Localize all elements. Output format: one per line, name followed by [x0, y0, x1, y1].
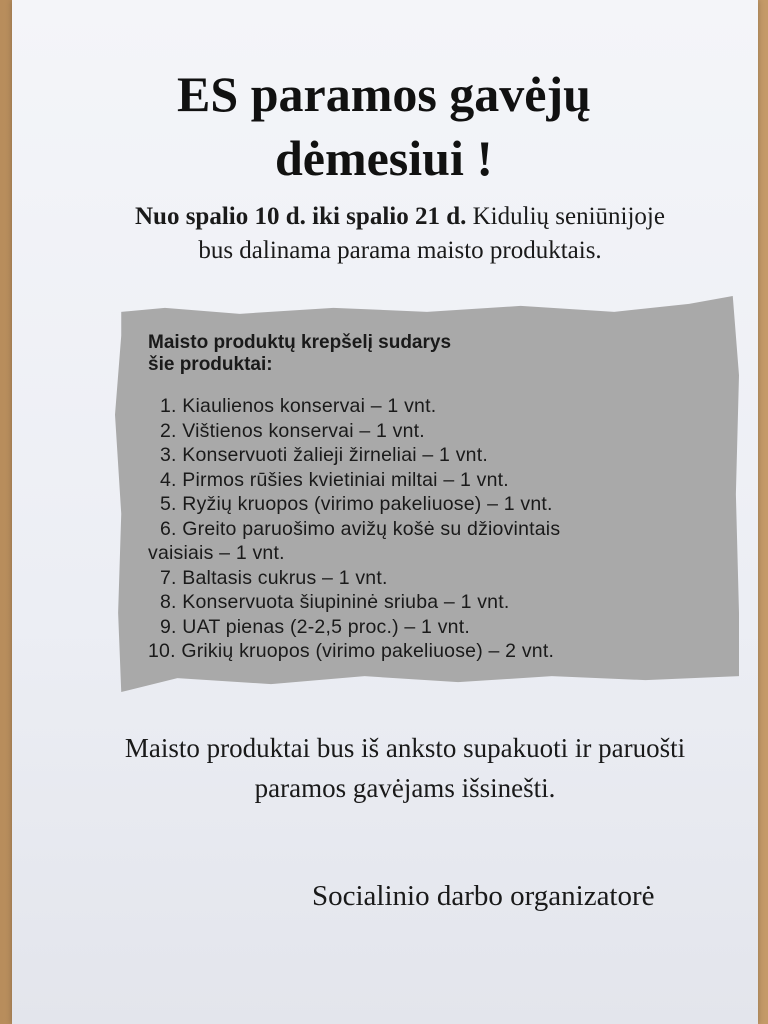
title-line-1: ES paramos gavėjų — [177, 65, 591, 122]
product-item: 7. Baltasis cukrus – 1 vnt. — [160, 566, 388, 589]
product-item: 8. Konservuota šiupininė sriuba – 1 vnt. — [160, 591, 510, 613]
intro-date-range: Nuo spalio 10 d. iki spalio 21 d. — [135, 203, 467, 230]
product-list-heading-line-1: Maisto produktų krepšelį sudarys — [148, 332, 452, 353]
notice-title — [0, 62, 768, 190]
product-item: 3. Konservuoti žalieji žirneliai – 1 vnt. — [160, 444, 488, 466]
signature-line: Socialinio darbo organizatorė — [312, 880, 655, 912]
product-list-content — [148, 332, 728, 664]
product-item: 5. Ryžių kruopos (virimo pakeliuose) – 1 vnt. — [160, 493, 553, 515]
product-list-heading — [148, 332, 728, 376]
intro-paragraph — [120, 200, 680, 268]
product-item: 9. UAT pienas (2-2,5 proc.) – 1 vnt. — [160, 615, 470, 638]
intro-text: Kidulių seniūnijoje bus dalinama parama maisto produktais. — [198, 203, 665, 264]
product-item: 6. Greito paruošimo avižų košė su džiovintais — [160, 517, 561, 540]
product-list-heading-line-2: šie produktai: — [148, 354, 273, 375]
closing-paragraph: Maisto produktai bus iš anksto supakuoti ir paruošti paramos gavėjams išsinešti. — [124, 733, 686, 803]
product-item-continuation: vaisiais – 1 vnt. — [148, 542, 285, 564]
product-item: 4. Pirmos rūšies kvietiniai miltai – 1 vnt. — [160, 468, 509, 491]
product-item: 10. Grikių kruopos (virimo pakeliuose) – 2 vnt. — [148, 640, 555, 662]
product-list — [148, 394, 728, 664]
product-item: 1. Kiaulienos konservai – 1 vnt. — [160, 395, 437, 417]
product-item: 2. Vištienos konservai – 1 vnt. — [160, 419, 425, 442]
title-line-2: dėmesiui ! — [274, 129, 494, 186]
